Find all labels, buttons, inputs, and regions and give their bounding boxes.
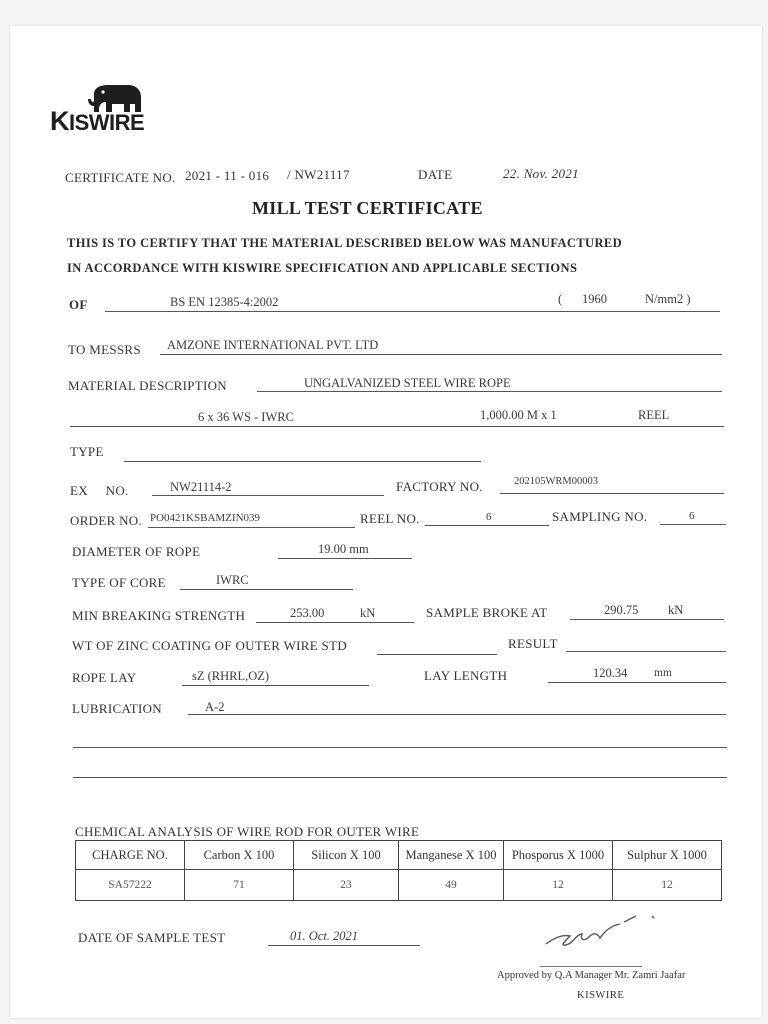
chem-header-phosphorus: Phosporus X 1000 (504, 841, 613, 870)
sample-test-label: DATE OF SAMPLE TEST (78, 930, 226, 945)
messrs-underline (160, 354, 722, 355)
lub-label: LUBRICATION (72, 701, 162, 716)
grade-unit: N/mm2 ) (645, 292, 691, 306)
laylength-label: LAY LENGTH (424, 668, 508, 683)
chem-header-carbon: Carbon X 100 (185, 841, 294, 870)
material-value: UNGALVANIZED STEEL WIRE ROPE (304, 376, 511, 390)
ex-label: EX NO. (70, 483, 129, 498)
result-label: RESULT (508, 636, 558, 651)
mbs-unit: kN (360, 606, 376, 620)
chem-value-sulphur: 12 (613, 870, 722, 901)
type-underline (124, 461, 481, 462)
grade-open: ( (558, 292, 563, 306)
laylength-unit: mm (654, 667, 672, 679)
brand-logo (50, 84, 195, 142)
core-label: TYPE OF CORE (72, 575, 166, 590)
lay-underline (182, 685, 369, 686)
order-underline (148, 527, 355, 528)
blank-line-2 (73, 777, 727, 778)
chemical-header-row (76, 841, 722, 870)
messrs-value: AMZONE INTERNATIONAL PVT. LTD (167, 338, 379, 352)
order-value: PO0421KSBAMZIN039 (150, 512, 261, 524)
approval-line-2: KISWIRE (577, 990, 625, 1001)
chem-value-manganese: 49 (399, 870, 504, 901)
diameter-underline (278, 558, 412, 559)
lay-label: ROPE LAY (72, 670, 137, 685)
ex-underline (152, 495, 384, 496)
core-value: IWRC (216, 573, 249, 587)
signature-line (540, 966, 642, 967)
mbs-label: MIN BREAKING STRENGTH (72, 608, 246, 623)
reelno-underline (425, 525, 549, 526)
chemical-table (75, 840, 722, 901)
date-label: DATE (418, 167, 453, 182)
certificate-no-value: 2021 - 11 - 016 (185, 168, 270, 183)
mbs-value: 253.00 (290, 606, 325, 620)
chemical-title: CHEMICAL ANALYSIS OF WIRE ROD FOR OUTER WIRE (75, 824, 420, 839)
diameter-value: 19.00 mm (318, 542, 369, 556)
approval-line-1: Approved by Q.A Manager Mr. Zamri Jaafar (497, 970, 686, 981)
page-title: MILL TEST CERTIFICATE (252, 198, 483, 218)
sampling-value: 6 (689, 510, 695, 522)
lub-underline (188, 714, 726, 715)
diameter-label: DIAMETER OF ROPE (72, 544, 201, 559)
core-underline (180, 589, 353, 590)
chem-value-charge: SA57222 (76, 870, 185, 901)
chem-header-manganese: Manganese X 100 (399, 841, 504, 870)
broke-label: SAMPLE BROKE AT (426, 605, 548, 620)
factory-underline (500, 493, 724, 494)
statement-line-2: IN ACCORDANCE WITH KISWIRE SPECIFICATION AND APPLICABLE SECTIONS (67, 261, 578, 275)
length-value: 1,000.00 M x 1 (480, 408, 557, 422)
laylength-underline (548, 682, 726, 683)
construction-underline (70, 426, 724, 427)
date-value: 22. Nov. 2021 (503, 166, 579, 181)
ex-value: NW21114-2 (170, 480, 232, 494)
reelno-label: REEL NO. (360, 511, 420, 526)
grade-value: 1960 (582, 292, 607, 306)
material-underline (257, 391, 722, 392)
sample-test-underline (268, 945, 420, 946)
of-label: OF (69, 297, 88, 312)
sample-test-value: 01. Oct. 2021 (290, 929, 359, 943)
sampling-label: SAMPLING NO. (552, 509, 648, 524)
reel-value: REEL (638, 408, 670, 422)
certificate-no-label: CERTIFICATE NO. (65, 170, 176, 185)
order-label: ORDER NO. (70, 513, 143, 528)
mbs-underline (256, 622, 414, 623)
zinc-underline (377, 654, 497, 655)
messrs-label: TO MESSRS (68, 342, 141, 357)
chem-header-sulphur: Sulphur X 1000 (613, 841, 722, 870)
blank-line-1 (73, 747, 727, 748)
type-label: TYPE (70, 444, 104, 459)
factory-label: FACTORY NO. (396, 479, 483, 494)
broke-unit: kN (668, 603, 684, 617)
reelno-value: 6 (486, 511, 492, 523)
of-value: BS EN 12385-4:2002 (170, 295, 279, 309)
of-underline (105, 311, 720, 312)
chem-header-silicon: Silicon X 100 (294, 841, 399, 870)
chem-value-carbon: 71 (185, 870, 294, 901)
certificate-ref: / NW21117 (287, 167, 350, 182)
statement-line-1: THIS IS TO CERTIFY THAT THE MATERIAL DESCRIBED BELOW WAS MANUFACTURED (67, 236, 623, 250)
zinc-label: WT OF ZINC COATING OF OUTER WIRE STD (72, 638, 348, 653)
chem-value-silicon: 23 (294, 870, 399, 901)
brand-wordmark: KISWIRE (50, 106, 145, 136)
laylength-value: 120.34 (593, 666, 628, 680)
result-underline (566, 651, 726, 652)
chemical-value-row (76, 870, 722, 901)
sampling-underline (660, 524, 726, 525)
signature-image (540, 912, 660, 952)
factory-value: 202105WRM00003 (514, 476, 598, 487)
chem-header-charge: CHARGE NO. (76, 841, 185, 870)
lay-value: sZ (RHRL,OZ) (192, 669, 270, 683)
lub-value: A-2 (205, 700, 225, 714)
broke-underline (570, 619, 724, 620)
construction-value: 6 x 36 WS - IWRC (198, 410, 294, 424)
chem-value-phosphorus: 12 (504, 870, 613, 901)
broke-value: 290.75 (604, 603, 639, 617)
material-label: MATERIAL DESCRIPTION (68, 378, 227, 393)
